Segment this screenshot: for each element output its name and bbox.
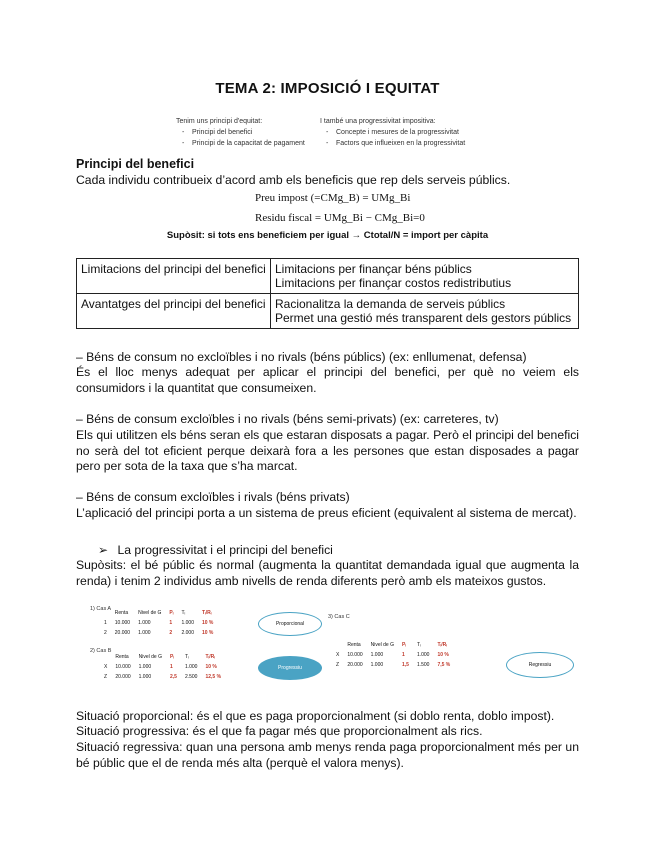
- case-b-label: 2) Cas B: [90, 648, 112, 654]
- mini-header: Tᵢ: [416, 642, 421, 648]
- situation-proporcional: Situació proporcional: és el que es paga proporcionalment (si doblo renta, doblo impost).: [76, 709, 555, 723]
- page-title: TEMA 2: IMPOSICIÓ I EQUITAT: [215, 80, 440, 97]
- table-row: [77, 294, 579, 329]
- proporcional-label: Proporcional: [258, 612, 322, 636]
- bens-publics-body: És el lloc menys adequat per aplicar el principi del benefici, per què no veiem els consumidors i la quantitat que consumeixen.: [76, 365, 579, 395]
- mini-header: Renta: [115, 654, 129, 660]
- limitations-table: [76, 258, 579, 329]
- table-line: Limitacions per finançar béns públics: [275, 262, 472, 276]
- situation-progressiva: Situació progressiva: és el que fa pagar més que proporcionalment als rics.: [76, 724, 483, 738]
- mini-header: Nivel de G: [138, 654, 162, 660]
- progress-heading-text: La progressivitat i el principi del benefici: [117, 543, 333, 557]
- mini-header: Renta: [114, 610, 129, 616]
- regressiu-label: Regressiu: [506, 652, 574, 678]
- bens-privats-heading: – Béns de consum excloïbles i rivals (béns privats): [76, 490, 350, 504]
- bens-semiprivats-heading: – Béns de consum excloïbles i no rivals (béns semi-privats) (ex: carreteres, tv): [76, 412, 499, 426]
- mini-header: Nivel de G: [370, 642, 394, 648]
- intro-right-heading: I també una progressivitat impositiva:: [320, 118, 436, 125]
- table-value: [271, 259, 579, 294]
- progress-body: Supòsits: el bé públic és normal (augmenta la quantitat demandada igual que augmenta la renda) i tenim 2 individus amb nivells de renda diferents però amb els mateixos gustos.: [76, 558, 579, 588]
- paragraph: Cada individu contribueix d’acord amb els beneficis que rep dels serveis públics.: [76, 173, 511, 187]
- intro-left-item: - Principi de la capacitat de pagament: [192, 138, 326, 149]
- intro-right-item: - Concepte i mesures de la progressivitat: [336, 127, 500, 138]
- formula-price: Preu impost (=CMg_B) = UMg_Bi: [255, 192, 411, 204]
- table-row: X 10.000 1.000 1 1.000 10 %: [104, 664, 217, 670]
- intro-right-item: - Factors que influeixen en la progressivitat: [336, 138, 500, 149]
- case-c-label: 3) Cas C: [328, 614, 350, 620]
- bens-privats-body: L’aplicació del principi porta a un sistema de preus eficient (equivalent al sistema de mercat).: [76, 506, 577, 520]
- table-row: Z 20.000 1.000 1,5 1.500 7,5 %: [336, 662, 451, 668]
- arrow-bullet-icon: ➢: [98, 543, 109, 557]
- mini-header: Nivel de G: [138, 610, 162, 616]
- case-a-label: 1) Cas A: [90, 606, 112, 612]
- intro-left-heading: Tenim uns principi d'equitat:: [176, 118, 263, 125]
- bens-publics-heading: – Béns de consum no excloïbles i no rivals (béns públics) (ex: enllumenat, defensa): [76, 350, 527, 364]
- table-row: 1 10.000 1.000 1 1.000 10 %: [104, 620, 214, 626]
- suposit: Supòsit: si tots ens beneficiem per igual → Ctotal/N = import per càpita: [166, 230, 489, 241]
- table-line: Limitacions per finançar costos redistributius: [275, 276, 512, 290]
- case-b-table: [100, 652, 225, 682]
- case-c-table: [332, 640, 454, 670]
- mini-header: Tᵢ: [181, 610, 186, 616]
- formula-residu: Residu fiscal = UMg_Bi − CMg_Bi=0: [255, 212, 425, 224]
- table-key: Limitacions del principi del benefici: [77, 259, 271, 294]
- table-row: 2 20.000 1.000 2 2.000 10 %: [104, 630, 214, 636]
- situation-regressiva: Situació regressiva: quan una persona amb menys renda paga proporcionalment més per un bé públic que el de renda més alta (perquè el valora menys).: [76, 740, 579, 770]
- mini-header: Tᵢ/Rᵢ: [437, 642, 447, 648]
- table-row: [77, 259, 579, 294]
- progressiu-label: Progressiu: [258, 656, 322, 680]
- mini-header: Pᵢ: [169, 654, 175, 660]
- table-row: Z 20.000 1.000 2,5 2.500 12,5 %: [104, 674, 222, 680]
- section-heading: Principi del benefici: [76, 157, 195, 171]
- progress-heading: [98, 543, 333, 559]
- table-row: X 10.000 1.000 1 1.000 10 %: [336, 652, 449, 658]
- mini-header: Tᵢ/Rᵢ: [205, 654, 215, 660]
- mini-header: Tᵢ/Rᵢ: [201, 610, 212, 616]
- bens-semiprivats-body: Els qui utilitzen els béns seran els que estaran disposats a pagar. Però el principi del benefici no serà del tot eficient perque deixarà fora a les persones que estan disposades a pagar pero per sota de la taxa que s’ha marcat.: [76, 428, 579, 473]
- intro-left: [176, 116, 326, 149]
- mini-header: Renta: [347, 642, 361, 648]
- table-line: Racionalitza la demanda de serveis públics: [275, 297, 506, 311]
- mini-header: Pᵢ: [401, 642, 407, 648]
- intro-right: [320, 116, 500, 149]
- table-value: [271, 294, 579, 329]
- intro-left-item: - Principi del benefici: [192, 127, 326, 138]
- mini-header: Tᵢ: [184, 654, 189, 660]
- mini-header: Pᵢ: [169, 610, 174, 616]
- table-key: Avantatges del principi del benefici: [77, 294, 271, 329]
- table-line: Permet una gestió més transparent dels gestors públics: [275, 311, 572, 325]
- case-a-table: [100, 608, 217, 638]
